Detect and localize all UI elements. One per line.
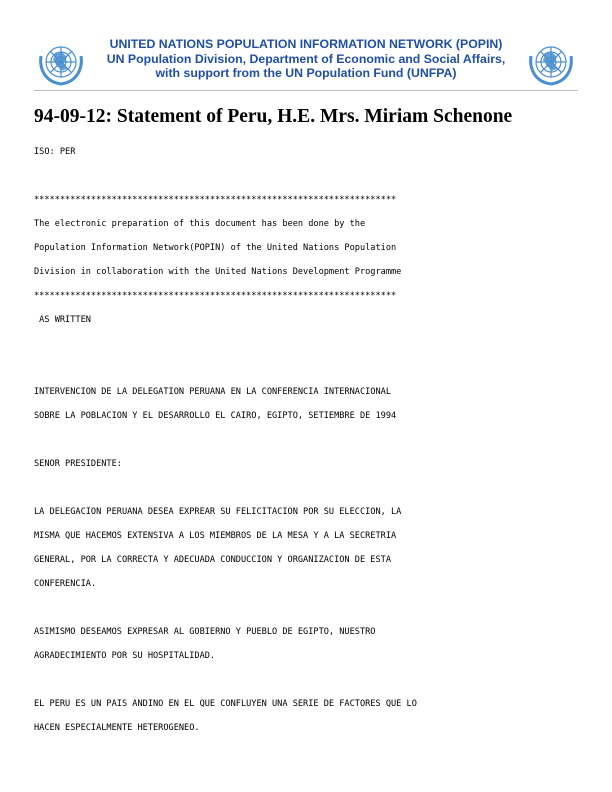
body-line: AGRADECIMIENTO POR SU HOSPITALIDAD. bbox=[34, 651, 216, 661]
notice-line: The electronic preparation of this document has been done by the bbox=[34, 219, 366, 229]
body-line: CONFERENCIA. bbox=[34, 579, 97, 589]
body-line: MISMA QUE HACEMOS EXTENSIVA A LOS MIEMBROS DE LA MESA Y A LA SECRETRIA bbox=[34, 531, 397, 541]
header-line-2: UN Population Division, Department of Economic and Social Affairs, bbox=[106, 51, 506, 66]
un-emblem-left-icon bbox=[36, 38, 86, 88]
separator-stars-bottom: ********************************************************************** bbox=[34, 291, 397, 301]
header-divider bbox=[34, 90, 578, 91]
separator-stars-top: ********************************************************************** bbox=[34, 195, 397, 205]
header-line-3: with support from the UN Population Fund (UNFPA) bbox=[155, 66, 457, 81]
united-nations-emblem-icon bbox=[36, 38, 86, 88]
body-line: ASIMISMO DESEAMOS EXPRESAR AL GOBIERNO Y PUEBLO DE EGIPTO, NUESTRO bbox=[34, 627, 376, 637]
body-line: EL PERU ES UN PAIS ANDINO EN EL QUE CONFLUYEN UNA SERIE DE FACTORES QUE LO bbox=[34, 699, 417, 709]
salutation: SENOR PRESIDENTE: bbox=[34, 459, 122, 469]
notice-line: Division in collaboration with the United Nations Development Programme bbox=[34, 267, 402, 277]
as-written-label: AS WRITTEN bbox=[34, 315, 91, 325]
popin-header bbox=[92, 37, 520, 81]
page-title: 94-09-12: Statement of Peru, H.E. Mrs. Miriam Schenone bbox=[34, 106, 513, 127]
united-nations-emblem-icon bbox=[526, 38, 576, 88]
body-line: GENERAL, POR LA CORRECTA Y ADECUADA CONDUCCION Y ORGANIZACION DE ESTA bbox=[34, 555, 391, 565]
body-line: INTERVENCION DE LA DELEGATION PERUANA EN LA CONFERENCIA INTERNACIONAL bbox=[34, 387, 391, 397]
body-line: LA DELEGACION PERUANA DESEA EXPREAR SU FELICITACION POR SU ELECCION, LA bbox=[34, 507, 402, 517]
notice-line: Population Information Network(POPIN) of the United Nations Population bbox=[34, 243, 397, 253]
un-emblem-right-icon bbox=[526, 38, 576, 88]
body-line: SOBRE LA POBLACION Y EL DESARROLLO EL CAIRO, EGIPTO, SETIEMBRE DE 1994 bbox=[34, 411, 397, 421]
iso-code: ISO: PER bbox=[34, 147, 76, 157]
header-line-1: UNITED NATIONS POPULATION INFORMATION NETWORK (POPIN) bbox=[109, 37, 503, 51]
body-line: HACEN ESPECIALMENTE HETEROGENEO. bbox=[34, 723, 200, 733]
